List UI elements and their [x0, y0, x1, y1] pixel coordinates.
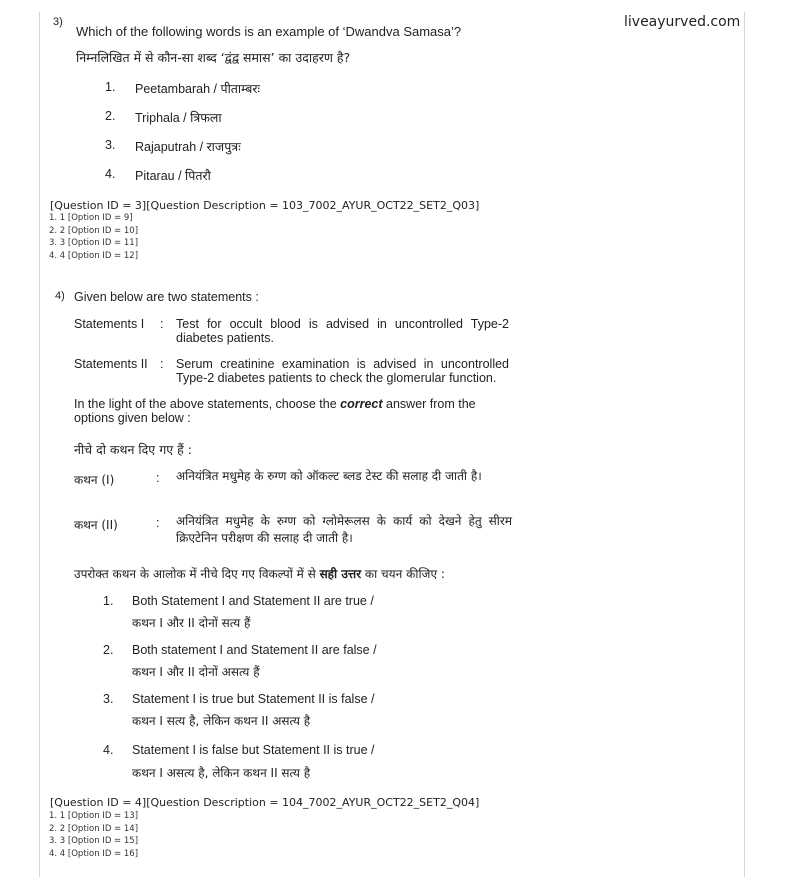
- statement-colon: :: [156, 471, 160, 485]
- option-id-item: 4. 4 [Option ID = 16]: [49, 848, 139, 859]
- option-number: 2.: [105, 109, 116, 123]
- instruction-en-post: answer from the options given below :: [74, 397, 476, 425]
- statement-label: Statements II: [74, 357, 148, 371]
- option-number: 2.: [103, 643, 114, 657]
- option-id-list: [49, 212, 138, 262]
- statement-colon: :: [160, 357, 164, 371]
- option-number: 3.: [105, 138, 116, 152]
- option-text-en: Both statement I and Statement II are false /: [132, 643, 377, 657]
- statement-label: Statements I: [74, 317, 145, 331]
- option-id-item: 2. 2 [Option ID = 14]: [49, 823, 139, 834]
- option-text: Triphala / त्रिफला: [135, 111, 222, 125]
- option-id-item: 1. 1 [Option ID = 9]: [49, 213, 133, 223]
- option-number: 1.: [103, 594, 114, 608]
- page-border-right: [744, 12, 745, 877]
- statement-colon: :: [160, 317, 164, 331]
- page-border-left: [39, 12, 40, 877]
- statement-colon: :: [156, 516, 160, 530]
- option-text: Rajaputrah / राजपुत्रः: [135, 140, 241, 154]
- statement-label-hi: कथन (II): [74, 518, 118, 532]
- option-text-hi: कथन I सत्य है, लेकिन कथन II असत्य है: [132, 714, 311, 728]
- option-id-item: 1. 1 [Option ID = 13]: [49, 811, 139, 821]
- option-text-hi: कथन I और II दोनों असत्य हैं: [132, 665, 260, 679]
- option-text-hi: कथन I और II दोनों सत्य हैं: [132, 616, 251, 630]
- statement-text-hi: अनियंत्रित मधुमेह के रुग्ण को ग्लोमेरूलस के कार्य को देखने हेतु सीरम क्रिएटेनिन परीक्षण की सलाह दी जाती है।: [176, 514, 512, 545]
- option-number: 3.: [103, 692, 114, 706]
- option-number: 1.: [105, 80, 116, 94]
- option-text-en: Statement I is true but Statement II is false /: [132, 692, 375, 706]
- statement-label-hi: कथन (I): [74, 473, 115, 487]
- question-text-hi: निम्नलिखित में से कौन-सा शब्द ‘द्वंद्व समास’ का उदाहरण है?: [76, 50, 351, 65]
- option-text: Pitarau / पितरौ: [135, 169, 211, 183]
- option-id-item: 3. 3 [Option ID = 11]: [49, 238, 139, 248]
- statement-text-hi: अनियंत्रित मधुमेह के रुग्ण को ऑकल्ट ब्लड टेस्ट की सलाह दी जाती है।: [176, 469, 482, 483]
- question-number: 4): [55, 290, 65, 302]
- question-meta-header: [Question ID = 4][Question Description = 104_7002_AYUR_OCT22_SET2_Q04]: [50, 796, 480, 809]
- instruction-hi-bold: सही उत्तर: [319, 567, 362, 581]
- statement-text: Test for occult blood is advised in uncontrolled Type-2 diabetes patients.: [176, 317, 509, 345]
- question-meta-header: [Question ID = 3][Question Description = 103_7002_AYUR_OCT22_SET2_Q03]: [50, 199, 480, 212]
- question-intro-en: Given below are two statements :: [74, 290, 259, 304]
- option-text-en: Statement I is false but Statement II is true /: [132, 743, 375, 757]
- instruction-hi: [74, 565, 445, 582]
- instruction-hi-pre: उपरोक्त कथन के आलोक में नीचे दिए गए विकल्पों में से: [74, 567, 320, 581]
- option-text-en: Both Statement I and Statement II are true /: [132, 594, 374, 608]
- instruction-en-pre: In the light of the above statements, choose the: [74, 397, 341, 411]
- option-id-list: [49, 810, 138, 860]
- instruction-hi-post: का चयन कीजिए :: [361, 567, 445, 581]
- question-number: 3): [53, 16, 63, 28]
- option-text: Peetambarah / पीताम्बरः: [135, 82, 261, 96]
- instruction-en-emphasis: correct: [340, 397, 383, 411]
- option-text-hi: कथन I असत्य है, लेकिन कथन II सत्य है: [132, 766, 311, 780]
- option-number: 4.: [103, 743, 114, 757]
- option-id-item: 3. 3 [Option ID = 15]: [49, 836, 139, 846]
- option-id-item: 4. 4 [Option ID = 12]: [49, 250, 139, 261]
- statement-text: Serum creatinine examination is advised in uncontrolled Type-2 diabetes patients to check the glomerular function.: [176, 357, 509, 385]
- watermark: liveayurved.com: [624, 14, 741, 30]
- instruction-en: [74, 397, 514, 425]
- question-text-en: Which of the following words is an example of ‘Dwandva Samasa’?: [76, 24, 462, 39]
- option-number: 4.: [105, 167, 116, 181]
- option-id-item: 2. 2 [Option ID = 10]: [49, 225, 139, 236]
- question-intro-hi: नीचे दो कथन दिए गए हैं :: [74, 442, 192, 457]
